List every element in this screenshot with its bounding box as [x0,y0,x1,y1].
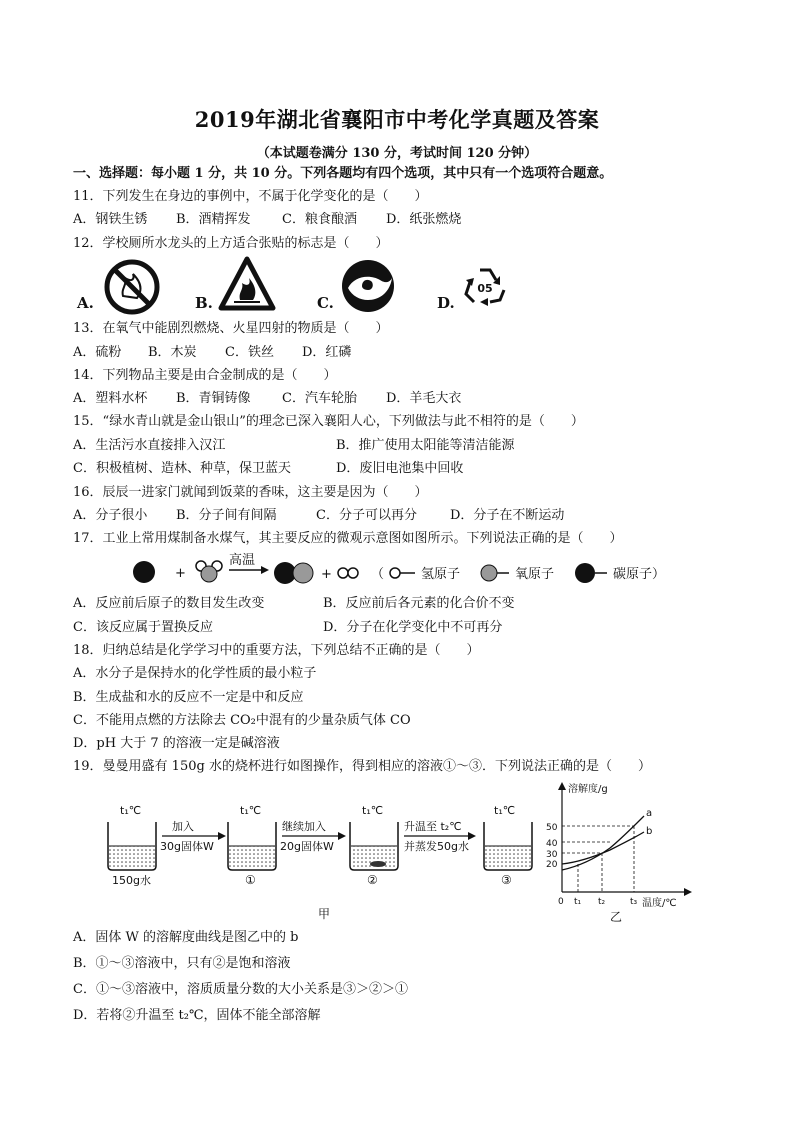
svg-text:t₂: t₂ [598,897,606,907]
q17-stem: 17．工业上常用煤制备水煤气，其主要反应的微观示意图如图所示。下列说法正确的是（ ） [73,531,623,546]
q16-option-a: A．分子很小 [73,508,148,523]
svg-text:t₃: t₃ [630,897,638,907]
q14-option-a: A．塑料水杯 [73,391,148,406]
svg-text:③: ③ [501,873,512,887]
beaker-solution-3-icon [484,822,532,870]
figure-yi-solubility-chart [540,780,700,925]
svg-text:t₁: t₁ [574,897,582,907]
svg-text:加入: 加入 [172,820,194,833]
h2-molecule-icon [338,568,358,578]
plus-sign-2: + [321,567,332,582]
svg-text:t₁℃: t₁℃ [494,804,516,817]
q11-option-a: A．钢铁生锈 [73,212,148,227]
q12-label-d: D. [437,294,455,312]
curve-b [562,832,644,864]
q18-option-c: C．不能用点燃的方法除去 CO₂中混有的少量杂质气体 CO [73,713,411,728]
q19-stem: 19．曼曼用盛有 150g 水的烧杯进行如图操作，得到相应的溶液①～③．下列说法正确的是（ ） [73,759,651,774]
q13-option-a: A．硫粉 [73,345,122,360]
q11-stem: 11．下列发生在身边的事例中，不属于化学变化的是（ ） [73,189,428,204]
recycle-sign-icon [460,264,510,308]
q13-stem: 13．在氧气中能剧烈燃烧、火星四射的物质是（ ） [73,321,389,336]
figure-jia-caption: 甲 [318,907,331,921]
exam-subtitle: （本试题卷满分 130 分，考试时间 120 分钟） [256,146,538,161]
q18-stem: 18．归纳总结是化学学习中的重要方法，下列总结不正确的是（ ） [73,643,480,658]
q14-option-c: C．汽车轮胎 [282,391,357,406]
q11-option-c: C．粮食酿酒 [282,212,357,227]
q15-stem: 15．“绿水青山就是金山银山”的理念已深入襄阳人心，下列做法与此不相符的是（ ） [73,414,584,429]
water-label: 150g水 [112,874,151,887]
svg-text:升温至 t₂℃: 升温至 t₂℃ [404,820,462,833]
q11-option-b: B．酒精挥发 [176,212,251,227]
beaker-solution-1-icon [228,822,276,870]
reaction-diagram [125,552,685,594]
q19-option-b: B．①～③溶液中，只有②是饱和溶液 [73,956,291,971]
q15-option-c: C．积极植树、造林、种草，保卫蓝天 [73,461,291,476]
q13-option-d: D．红磷 [302,345,352,360]
figure-jia [100,800,550,925]
q18-option-b: B．生成盐和水的反应不一定是中和反应 [73,690,304,705]
q15-option-b: B．推广使用太阳能等清洁能源 [336,438,515,453]
legend-oxygen: 氧原子 [515,567,555,582]
svg-text:b: b [646,826,653,837]
q16-option-d: D．分子在不断运动 [450,508,565,523]
figure-yi-caption: 乙 [610,910,623,924]
beaker-solution-2-icon [350,822,398,870]
q18-option-d: D．pH 大于 7 的溶液一定是碱溶液 [73,736,280,751]
svg-text:并蒸发50g水: 并蒸发50g水 [404,840,469,853]
q18-option-a: A．水分子是保持水的化学性质的最小粒子 [73,666,317,681]
hydrogen-legend-icon [390,568,400,578]
q13-option-c: C．铁丝 [225,345,274,360]
q14-option-d: D．羊毛大衣 [386,391,462,406]
svg-text:0: 0 [558,897,564,907]
svg-text:①: ① [245,873,256,887]
svg-text:20g固体W: 20g固体W [280,840,334,853]
section-heading: 一、选择题：每小题 1 分，共 10 分。下列各题均有四个选项，其中只有一个选项符合题意。 [73,166,613,181]
svg-text:t₁℃: t₁℃ [362,804,384,817]
q16-option-c: C．分子可以再分 [316,508,417,523]
q19-option-a: A．固体 W 的溶解度曲线是图乙中的 b [73,930,299,945]
carbon-legend-icon [575,563,595,583]
q12-label-a: A. [77,294,94,312]
reaction-condition: 高温 [229,553,256,568]
beaker-water-icon [108,822,156,870]
q17-option-a: A．反应前后原子的数目发生改变 [73,596,265,611]
q15-option-d: D．废旧电池集中回收 [336,461,464,476]
q17-option-c: C．该反应属于置换反应 [73,620,213,635]
oxygen-legend-icon [481,565,497,581]
q14-option-b: B．青铜铸像 [176,391,251,406]
q16-option-b: B．分子间有间隔 [176,508,277,523]
water-molecule-icon [196,561,222,582]
svg-text:t₁℃: t₁℃ [240,804,262,817]
q11-option-d: D．纸张燃烧 [386,212,462,227]
q19-option-c: C．①～③溶液中，溶质质量分数的大小关系是③＞②＞① [73,982,408,997]
svg-text:a: a [646,808,653,819]
flammable-warning-icon [218,256,276,312]
reaction-arrow-icon [261,566,269,574]
q17-option-b: B．反应前后各元素的化合价不变 [323,596,515,611]
co-molecule-icon [274,562,313,584]
q12-label-c: C. [317,294,334,312]
legend-hydrogen: 氢原子 [421,567,461,582]
yi-ylabel: 溶解度/g [568,784,608,795]
q17-option-d: D．分子在化学变化中不可再分 [323,620,503,635]
q13-option-b: B．木炭 [148,345,197,360]
water-saving-sign-icon [340,258,396,314]
q19-option-d: D．若将②升温至 t₂℃，固体不能全部溶解 [73,1008,321,1023]
exam-title: 2019年湖北省襄阳市中考化学真题及答案 [194,107,600,132]
legend-carbon: 碳原子） [613,567,666,582]
q12-label-b: B. [195,294,213,312]
svg-text:②: ② [367,873,378,887]
carbon-atom-icon [133,561,155,583]
svg-text:继续加入: 继续加入 [282,820,326,833]
svg-text:20: 20 [546,860,558,870]
q15-option-a: A．生活污水直接排入汉江 [73,438,226,453]
svg-text:40: 40 [546,839,558,849]
q16-stem: 16．辰辰一进家门就闻到饭菜的香味，这主要是因为（ ） [73,485,428,500]
svg-text:30: 30 [546,850,558,860]
no-fire-sign-icon [103,258,161,316]
yi-xlabel: 温度/℃ [642,898,677,909]
legend-open: （ [371,567,385,582]
svg-text:50: 50 [546,823,558,833]
q12-stem: 12．学校厕所水龙头的上方适合张贴的标志是（ ） [73,236,389,251]
svg-text:30g固体W: 30g固体W [160,840,214,853]
plus-sign-1: + [175,566,186,581]
svg-text:t₁℃: t₁℃ [120,804,142,817]
q14-stem: 14．下列物品主要是由合金制成的是（ ） [73,368,337,383]
recycle-number: 05 [477,282,493,295]
